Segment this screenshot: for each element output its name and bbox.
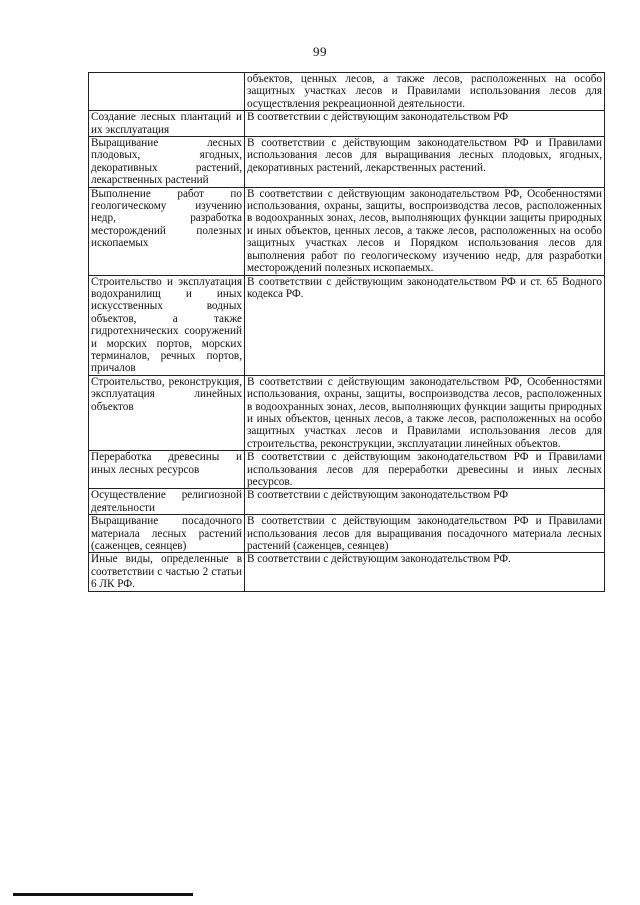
activity-cell: Выполнение работ по геологическому изучению недр, разработка месторождений полезных ископаемых xyxy=(89,187,245,275)
forest-use-table xyxy=(88,72,605,592)
activity-cell: Иные виды, определенные в соответствии с частью 2 статьи 6 ЛК РФ. xyxy=(89,553,245,591)
legal-basis-cell: В соответствии с действующим законодательством РФ. xyxy=(245,553,605,591)
legal-basis-cell: В соответствии с действующим законодательством РФ и ст. 65 Водного кодекса РФ. xyxy=(245,275,605,375)
legal-basis-cell: В соответствии с действующим законодательством РФ xyxy=(245,111,605,137)
legal-basis-cell: В соответствии с действующим законодательством РФ и Правилами использования лесов для выращивания лесных плодовых, ягодных, декоративных растений, лекарственных растений. xyxy=(245,137,605,188)
legal-basis-cell: В соответствии с действующим законодательством РФ, Особенностями использования, охраны, защиты, воспроизводства лесов, расположенных в водоохранных зонах, лесов, выполняющих функции защиты природных и иных объектов, ценных лесов, а также лесов, расположенных на особо защитных участках лесов и Порядком использования лесов для выполнения работ по геологическому изучению недр, для разработки месторождений полезных ископаемых. xyxy=(245,187,605,275)
table-row xyxy=(89,451,605,489)
table-row xyxy=(89,187,605,275)
legal-basis-cell: В соответствии с действующим законодательством РФ и Правилами использования лесов для переработки древесины и иных лесных ресурсов. xyxy=(245,451,605,489)
legal-basis-cell: В соответствии с действующим законодательством РФ, Особенностями использования, охраны, защиты, воспроизводства лесов, расположенных в водоохранных зонах, лесов, выполняющих функции защиты природных и иных объектов, ценных лесов, а также лесов, расположенных на особо защитных участках лесов и Правилами использования лесов для строительства, реконструкции, эксплуатации линейных объектов. xyxy=(245,375,605,450)
activity-cell xyxy=(89,73,245,111)
table-row xyxy=(89,275,605,375)
activity-cell: Создание лесных плантаций и их эксплуатация xyxy=(89,111,245,137)
footer-divider xyxy=(13,893,193,896)
activity-cell: Переработка древесины и иных лесных ресурсов xyxy=(89,451,245,489)
activity-cell: Строительство, реконструкция, эксплуатация линейных объектов xyxy=(89,375,245,450)
table-row xyxy=(89,73,605,111)
legal-basis-cell: объектов, ценных лесов, а также лесов, расположенных на особо защитных участках лесов и Правилами использования лесов для осуществления рекреационной деятельности. xyxy=(245,73,605,111)
activity-cell: Осуществление религиозной деятельности xyxy=(89,489,245,515)
activity-cell: Строительство и эксплуатация водохранилищ и иных искусственных водных объектов, а также гидротехнических сооружений и морских портов, морских терминалов, речных портов, причалов xyxy=(89,275,245,375)
table-row xyxy=(89,553,605,591)
activity-cell: Выращивание лесных плодовых, ягодных, декоративных растений, лекарственных растений xyxy=(89,137,245,188)
page-number: 99 xyxy=(313,44,327,59)
table-row xyxy=(89,137,605,188)
table-row xyxy=(89,375,605,450)
table-row xyxy=(89,515,605,553)
legal-basis-cell: В соответствии с действующим законодательством РФ и Правилами использования лесов для выращивания посадочного материала лесных растений (саженцев, сеянцев) xyxy=(245,515,605,553)
table-row xyxy=(89,111,605,137)
legal-basis-cell: В соответствии с действующим законодательством РФ xyxy=(245,489,605,515)
table-row xyxy=(89,489,605,515)
activity-cell: Выращивание посадочного материала лесных растений (саженцев, сеянцев) xyxy=(89,515,245,553)
